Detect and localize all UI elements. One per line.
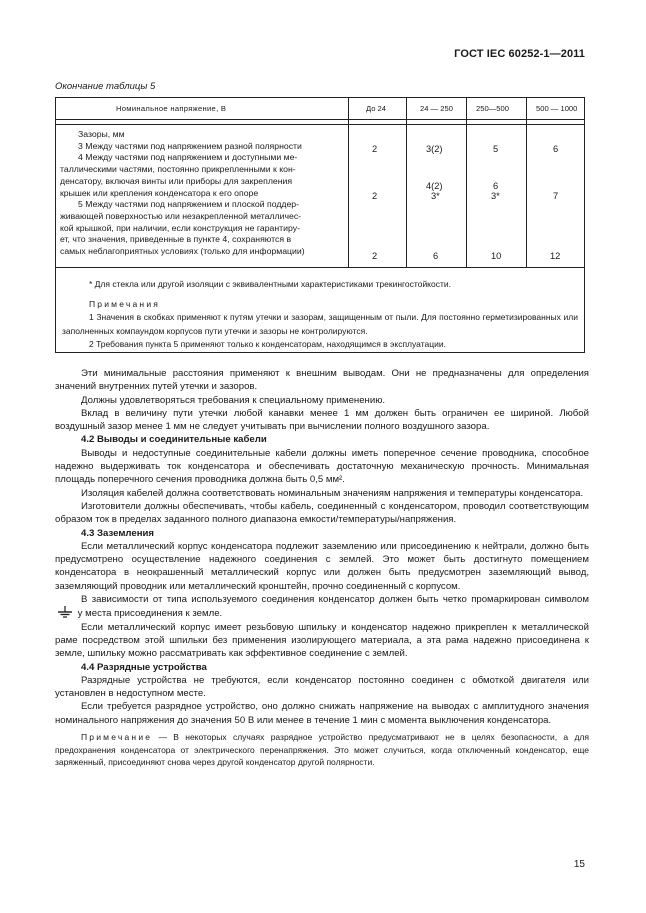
note-2: 2 Требования пункта 5 применяют только к конденсаторам, находящимся в эксплуатации. [89,339,446,349]
desc-line: денсатору, включая винты или приборы для закрепления [60,175,293,186]
cell-value: 2 [372,251,378,261]
desc-line: крышек или крепления конденсатора к его опоре [60,187,259,198]
header-500-1000: 500 — 1000 [536,104,578,113]
cell-value: 6 [493,181,499,191]
note [55,731,589,769]
paragraph: Выводы и недоступные соединительные кабели должны иметь поперечное сечение проводника, способное надежно выдерживать ток конденсатора и обеспечивать достаточную механическую прочность. Минимальная площадь поперечного сечения проводника должна быть 0,5 мм². [55,447,589,486]
desc-line: 4 Между частями под напряжением и доступными ме- [78,152,298,163]
desc-line: таллическими частями, постоянно прикрепленными к кон- [60,164,296,175]
header-24-250: 24 — 250 [420,104,453,113]
section-heading-4-4: 4.4 Разрядные устройства [81,661,207,673]
body-row-divider [56,267,584,268]
note-text: — В некоторых случаях разрядное устройство предусматривают не в целях безопасности, а для предохранения конденсатора от электрического перенапряжения. Это может случиться, когда отключенный конденсатор, еще заряженный, присоединяют снова через другой конденсатор другой полярности. [55,732,589,768]
ground-symbol-icon [57,606,73,618]
paragraph-part: у места присоединения к земле. [77,608,223,620]
cell-value: 5 [493,144,499,154]
header-250-500: 250—500 [476,104,509,113]
clearance-descriptions [60,129,344,258]
paragraph-part: В зависимости от типа используемого соединения конденсатор должен быть четко промаркирован символом [81,594,589,606]
cell-value: 3* [431,191,440,201]
notes-title: Примечания [89,298,161,309]
header-up-to-24: До 24 [366,104,387,113]
header-row-divider [56,124,584,125]
cell-value: 3* [491,191,500,201]
header-row-divider [56,119,584,120]
desc-line: самых неблагоприятных условиях (только для информации) [60,246,305,257]
desc-line: Зазоры, мм [78,129,125,139]
paragraph: Если металлический корпус конденсатора подлежит заземлению или присоединению к нейтрали, должно быть предусмотрено осуществление надежного соединения с землей. Это может быть достигнуто помещением конденсатора в неокрашенный металлический корпус или должен быть предусмотрен заземляющий вывод, заземляющий проводник или металлический кронштейн, прочно соединенный с корпусом. [55,540,589,592]
main-text [55,367,589,769]
cell-value: 10 [491,251,502,261]
cell-value: 3(2) [426,144,443,154]
desc-line: кой крышкой, при наличии, если конструкция не гарантиру- [60,222,300,233]
cell-value: 6 [433,251,439,261]
cell-value: 7 [553,191,559,201]
table-notes [62,278,578,352]
section-heading-4-2: 4.2 Выводы и соединительные кабели [81,434,267,446]
cell-value: 2 [372,191,378,201]
paragraph: Изоляция кабелей должна соответствовать номинальным значениям напряжения и температуры конденсатора. [81,487,584,499]
cell-value: 6 [553,144,559,154]
page-number: 15 [573,859,585,870]
paragraph: Должны удовлетворяться требования к специальному применению. [81,394,386,406]
desc-line: 5 Между частями под напряжением и плоской поддер- [78,199,300,210]
cell-value: 2 [372,144,378,154]
table-5-continuation [55,97,585,353]
cell-value: 4(2) [426,181,443,191]
document-id: ГОСТ IEC 60252-1—2011 [454,48,585,60]
note-label: Примечание [81,732,153,743]
header-rated-voltage: Номинальное напряжение, В [116,104,227,113]
cell-value: 12 [550,251,561,261]
note-1: 1 Значения в скобках применяют к путям утечки и зазорам, защищенным от пыли. Для постоянно герметизированных или заполненных компаундом корпусов пути утечки и зазоры не контролируются. [62,312,578,336]
paragraph: Разрядные устройства не требуются, если конденсатор постоянно соединен с обмоткой двигателя или установлен в недоступном месте. [55,674,589,700]
paragraph-ground-symbol [55,593,589,621]
paragraph: Если металлический корпус имеет резьбовую шпильку и конденсатор надежно прикреплен к металлической раме посредством этой шпильки без применения изолирующего материала, а эта рама надежно присоединена к земле, шпильку можно рассматривать как эффективное соединение с землей. [55,621,589,660]
table-caption: Окончание таблицы 5 [55,81,156,92]
paragraph: Изготовители должны обеспечивать, чтобы кабель, соединенный с конденсатором, проводил соответствующим образом ток в пределах заданного полного диапазона емкости/температуры/напряжения. [55,500,589,526]
desc-line: 3 Между частями под напряжением разной полярности [78,140,302,151]
desc-line: живающей поверхностью или незакрепленной металличес- [60,210,302,221]
section-heading-4-3: 4.3 Заземления [81,527,155,539]
paragraph: Вклад в величину пути утечки любой канавки менее 1 мм должен быть ограничен ее шириной. Любой воздушный зазор менее 1 мм не следует учитывать при вычислении полного воздушного зазора. [55,407,589,433]
paragraph: Эти минимальные расстояния применяют к внешним выводам. Они не предназначены для определения значений внутренних путей утечки и зазоров. [55,368,589,393]
table-footnote: * Для стекла или другой изоляции с эквивалентными характеристиками трекингостойкости. [89,279,451,289]
paragraph: Если требуется разрядное устройство, оно должно снижать напряжение на выводах с амплитудного значения номинального напряжения до значения 50 В или менее в течение 1 мин с момента выключения конденсатора. [55,701,589,726]
desc-line: ет, что значения, приведенные в пункте 4, сохраняются в [60,234,292,245]
